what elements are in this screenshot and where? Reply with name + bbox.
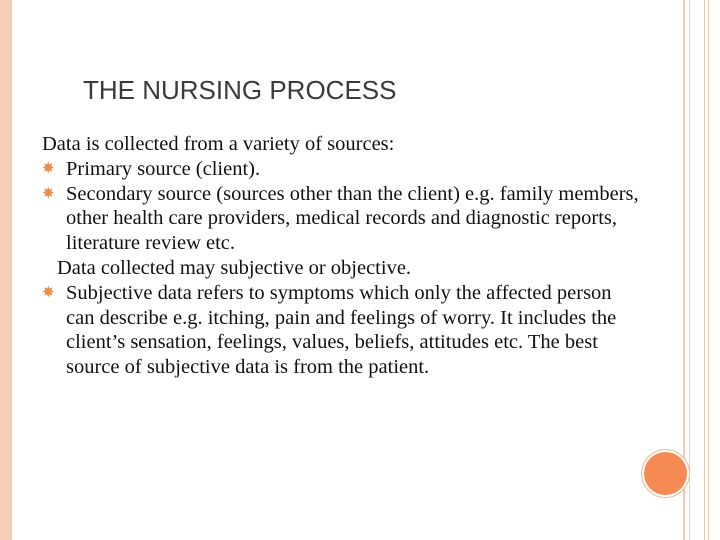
decorative-circle	[642, 450, 689, 497]
bullet-item	[42, 281, 642, 380]
bullet-item	[42, 157, 642, 182]
left-decorative-border	[0, 0, 12, 540]
intro-text: Data is collected from a variety of sources:	[42, 133, 395, 155]
right-decorative-rule	[708, 0, 709, 540]
sun-bullet-icon: ✸	[42, 284, 55, 301]
data-type-text: Data collected may subjective or objective.	[57, 256, 412, 279]
bullet-text: Primary source (client).	[66, 157, 261, 180]
slide-title: THE NURSING PROCESS	[83, 75, 397, 105]
slide-body	[42, 132, 642, 380]
bullet-item	[42, 182, 642, 256]
sun-bullet-icon: ✸	[42, 160, 55, 177]
right-decorative-rule	[689, 0, 690, 540]
right-decorative-rule	[704, 0, 705, 540]
bullet-text: Subjective data refers to symptoms which only the affected person can describe e.g. itching, pain and feelings of worry. It includes the client’s sensation, feelings, values, beliefs, attitudes etc. The best source of subjective data is from the patient.	[66, 281, 617, 379]
sun-bullet-icon: ✸	[42, 185, 55, 202]
bullet-text: Secondary source (sources other than the client) e.g. family members, other health care providers, medical records and diagnostic reports, literature review etc.	[66, 182, 639, 255]
